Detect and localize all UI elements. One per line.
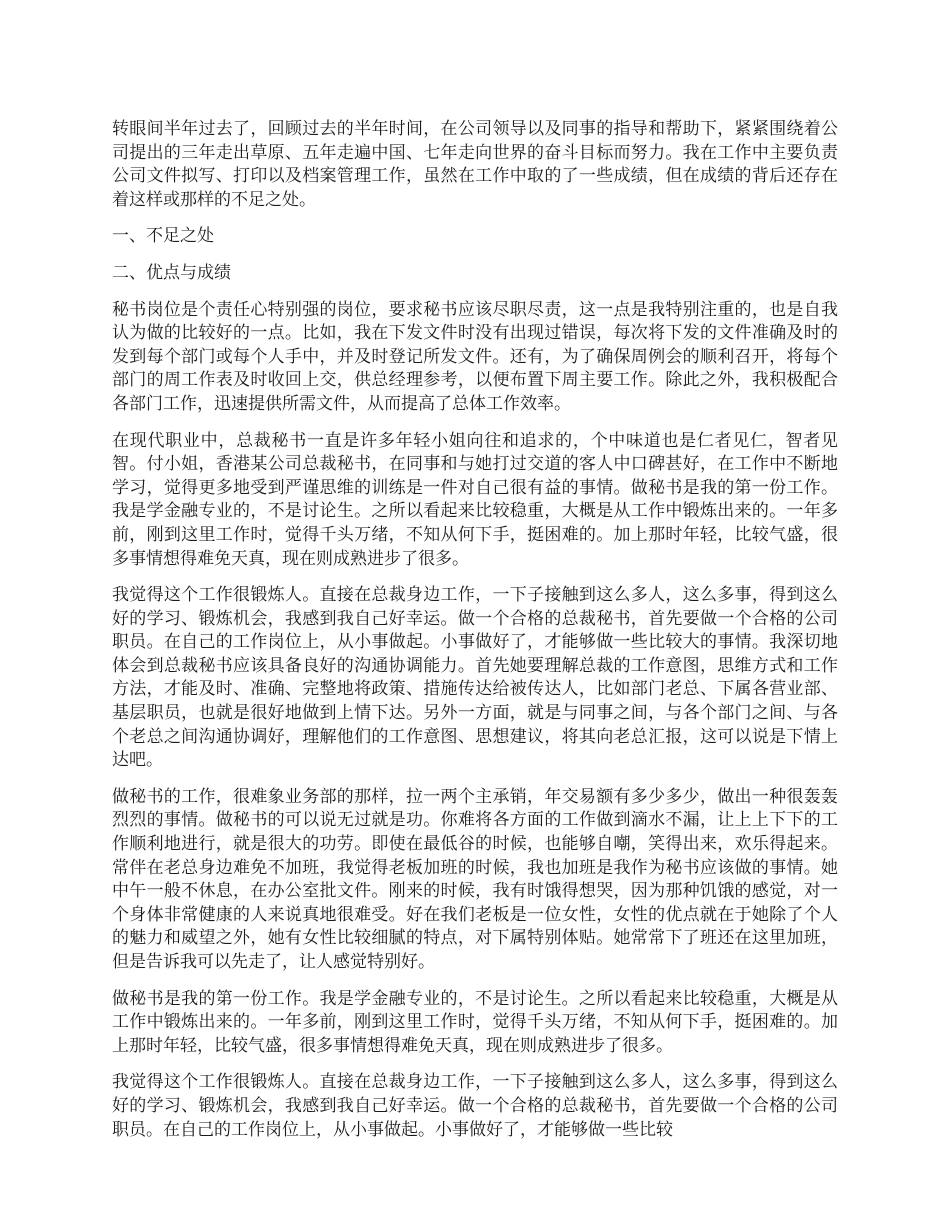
paragraph-5: 做秘书是我的第一份工作。我是学金融专业的，不是讨论生。之所以看起来比较稳重，大概是从工作中锻炼出来的。一年多前，刚到这里工作时，觉得千头万绪，不知从何下手，挺困难的。加上那时年轻，比较气盛，很多事情想得难免天真，现在则成熟进步了很多。 <box>112 988 838 1056</box>
paragraph-4: 做秘书的工作，很难象业务部的那样，拉一两个主承销，年交易额有多少多少，做出一种很轰轰烈烈的事情。做秘书的可以说无过就是功。你难将各方面的工作做到滴水不漏，让上上下下的工作顺利地进行，就是很大的功劳。即使在最低谷的时候，也能够自嘲，笑得出来，欢乐得起来。常伴在老总身边难免不加班，我觉得老板加班的时候，我也加班是我作为秘书应该做的事情。她中午一般不休息，在办公室批文件。刚来的时候，我有时饿得想哭，因为那种饥饿的感觉，对一个身体非常健康的人来说真地很难受。好在我们老板是一位女性，女性的优点就在于她除了个人的魅力和威望之外，她有女性比较细腻的特点，对下属特别体贴。她常常下了班还在这里加班，但是告诉我可以先走了，让人感觉特别好。 <box>112 786 838 972</box>
paragraph-3: 我觉得这个工作很锻炼人。直接在总裁身边工作，一下子接触到这么多人，这么多事，得到这么好的学习、锻炼机会，我感到我自己好幸运。做一个合格的总裁秘书，首先要做一个合格的公司职员。在自己的工作岗位上，从小事做起。小事做好了，才能够做一些比较大的事情。我深切地体会到总裁秘书应该具备良好的沟通协调能力。首先她要理解总裁的工作意图，思维方式和工作方法，才能及时、准确、完整地将政策、措施传达给被传达人，比如部门老总、下属各营业部、基层职员，也就是很好地做到上情下达。另外一方面，就是与同事之间，与各个部门之间、与各个老总之间沟通协调好，理解他们的工作意图、思想建议，将其向老总汇报，这可以说是下情上达吧。 <box>112 585 838 771</box>
section-heading-shortcomings: 一、不足之处 <box>112 226 214 247</box>
paragraph-1: 秘书岗位是个责任心特别强的岗位，要求秘书应该尽职尽责，这一点是我特别注重的，也是自我认为做的比较好的一点。比如，我在下发文件时没有出现过错误，每次将下发的文件准确及时的发到每个部门或每个人手中，并及时登记所发文件。还有，为了确保周例会的顺利召开，将每个部门的周工作表及时收回上交，供总经理参考，以便布置下周主要工作。除此之外，我积极配合各部门工作，迅速提供所需文件，从而提高了总体工作效率。 <box>112 299 838 414</box>
section-heading-achievements: 二、优点与成绩 <box>112 262 231 283</box>
paragraph-6: 我觉得这个工作很锻炼人。直接在总裁身边工作，一下子接触到这么多人，这么多事，得到这么好的学习、锻炼机会，我感到我自己好幸运。做一个合格的总裁秘书，首先要做一个合格的公司职员。在自己的工作岗位上，从小事做起。小事做好了，才能够做一些比较 <box>112 1072 838 1140</box>
document-body <box>112 118 838 1155</box>
intro-paragraph: 转眼间半年过去了，回顾过去的半年时间，在公司领导以及同事的指导和帮助下，紧紧围绕着公司提出的三年走出草原、五年走遍中国、七年走向世界的奋斗目标而努力。我在工作中主要负责公司文件拟写、打印以及档案管理工作，虽然在工作中取的了一些成绩，但在成绩的背后还存在着这样或那样的不足之处。 <box>112 119 838 210</box>
paragraph-2: 在现代职业中，总裁秘书一直是许多年轻小姐向往和追求的，个中味道也是仁者见仁，智者见智。付小姐，香港某公司总裁秘书，在同事和与她打过交道的客人中口碑甚好，在工作中不断地学习，觉得更多地受到严谨思维的训练是一件对自己很有益的事情。做秘书是我的第一份工作。我是学金融专业的，不是讨论生。之所以看起来比较稳重，大概是从工作中锻炼出来的。一年多前，刚到这里工作时，觉得千头万绪，不知从何下手，挺困难的。加上那时年轻，比较气盛，很多事情想得难免天真，现在则成熟进步了很多。 <box>112 430 838 569</box>
